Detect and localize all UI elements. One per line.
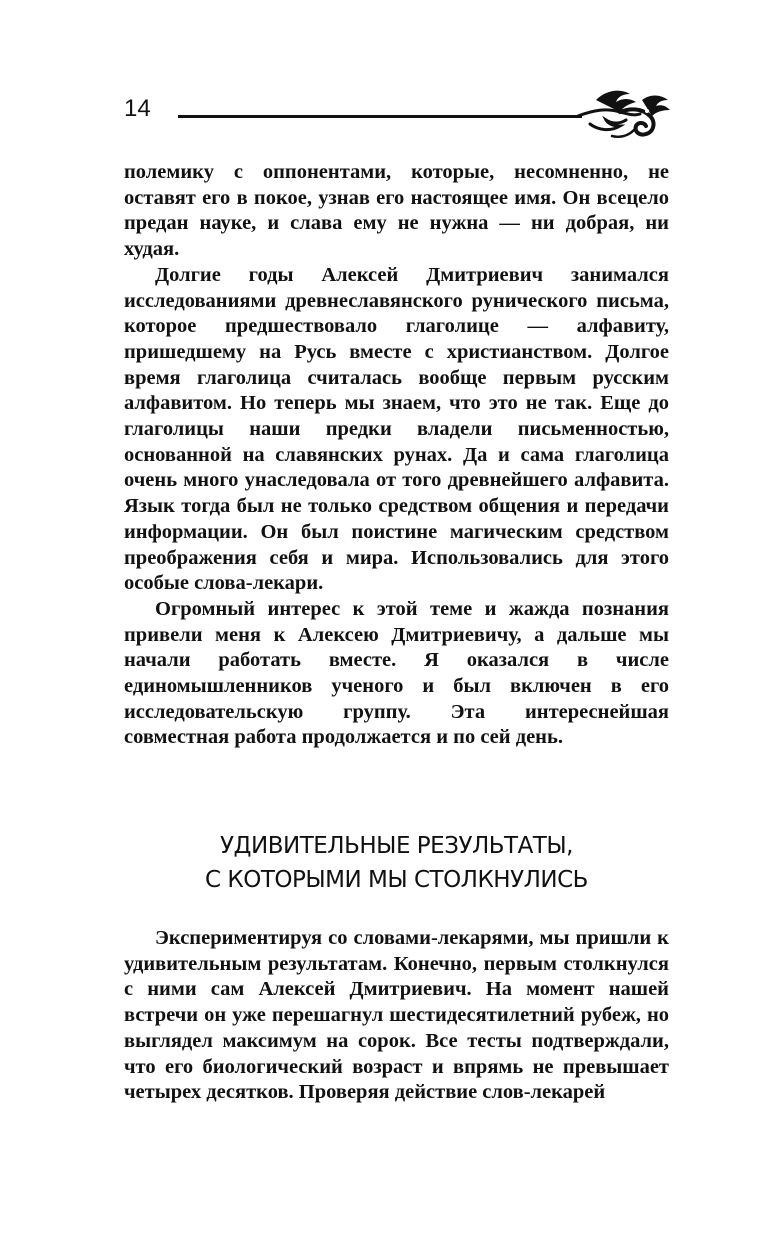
paragraph: полемику с оппонентами, которые, несомненно, не оставят его в покое, узнав его настоящее имя. Он всецело предан науке, и слава ему не нужна — ни добрая, ни худая.	[124, 161, 669, 261]
dragon-ornament-icon	[576, 86, 672, 142]
paragraph: Экспериментируя со словами-лекарями, мы пришли к удивительным результатам. Конечно, первым столкнулся с ними сам Алексей Дмитриевич. На момент нашей встречи он уже перешагнул шестидесятилетний рубеж, но выглядел максимум на сорок. Все тесты подтверждали, что его биологический возраст и впрямь не превышает четырех десятков. Проверяя действие слов-лекарей	[124, 927, 669, 1104]
body-text-section-1	[124, 160, 669, 751]
paragraph: Долгие годы Алексей Дмитриевич занимался исследованиями древнеславянского рунического письма, которое предшествовало глаголице — алфавиту, пришедшему на Русь вместе с христианством. Долгое время глаголица считалась вообще первым русским алфавитом. Но теперь мы знаем, что это не так. Еще до глаголицы наши предки владели письменностью, основанной на славянских рунах. Да и сама глаголица очень много унаследовала от того древнейшего алфавита. Язык тогда был не только средством общения и передачи информации. Он был поистине магическим средством преображения себя и мира. Использовались для этого особые слова-лекари.	[124, 263, 669, 595]
paragraph: Огромный интерес к этой теме и жажда познания привели меня к Алексею Дмитриевичу, а дальше мы начали работать вместе. Я оказался в числе единомышленников ученого и был включен в его исследовательскую группу. Эта интереснейшая совместная работа продолжается и по сей день.	[124, 597, 669, 749]
section-heading	[124, 829, 669, 897]
page-number: 14	[124, 95, 151, 122]
section-heading-line-1: УДИВИТЕЛЬНЫЕ РЕЗУЛЬТАТЫ,	[220, 833, 573, 859]
section-heading-line-2: С КОТОРЫМИ МЫ СТОЛКНУЛИСЬ	[205, 867, 588, 893]
header-rule	[178, 115, 582, 118]
body-text-section-2	[124, 926, 669, 1106]
